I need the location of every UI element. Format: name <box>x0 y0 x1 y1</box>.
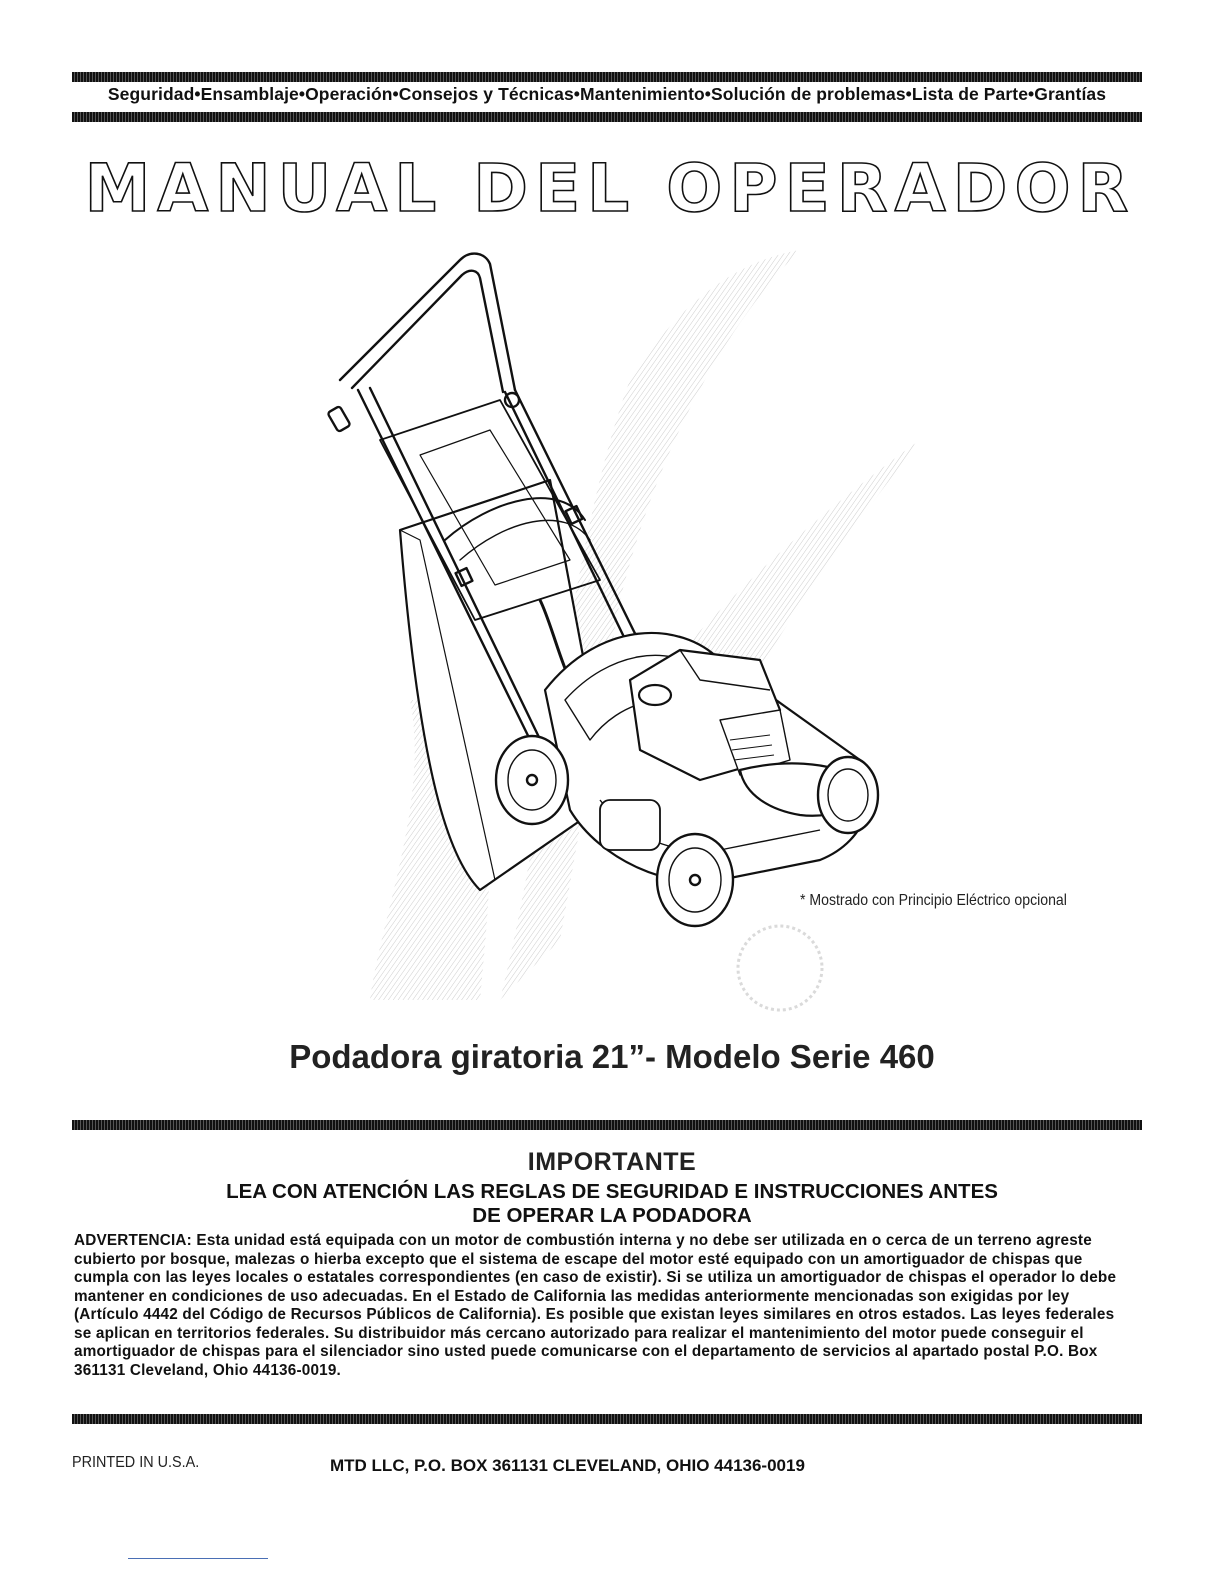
important-rule-upper <box>72 1120 1142 1130</box>
manual-title: MANUAL DEL OPERADOR <box>84 150 1136 227</box>
product-subtitle: Podadora giratoria 21”- Modelo Serie 460 <box>289 1038 935 1075</box>
read-instructions-line-1: LEA CON ATENCIÓN LAS REGLAS DE SEGURIDAD E INSTRUCCIONES ANTES <box>226 1180 998 1203</box>
section-navigation-line: Seguridad•Ensamblaje•Operación•Consejos y Técnicas•Mantenimiento•Solución de problemas•Lista de Parte•Grantías <box>107 84 1107 104</box>
company-address: MTD LLC, P.O. BOX 361131 CLEVELAND, OHIO 44136-0019 <box>330 1456 805 1475</box>
illustration-caption: * Mostrado con Principio Eléctrico opcional <box>800 892 1067 909</box>
top-rule-lower <box>72 112 1142 122</box>
read-instructions-heading <box>0 1180 1224 1228</box>
important-heading: IMPORTANTE <box>527 1148 697 1176</box>
top-rule-upper <box>72 72 1142 82</box>
important-rule-lower <box>72 1414 1142 1424</box>
printed-in-label: PRINTED IN U.S.A. <box>72 1454 200 1471</box>
read-instructions-line-2: DE OPERAR LA PODADORA <box>472 1204 752 1227</box>
warning-paragraph: ADVERTENCIA: Esta unidad está equipada con un motor de combustión interna y no debe ser utilizada en o cerca de un terreno agreste cubierto por bosque, malezas o hierba excepto que el sistema de escape del motor esté equipado con un amortiguador de chispas que cumpla con las leyes locales o estatales correspondientes (en caso de existir). Si se utiliza un amortiguador de chispas el operador lo debe mantener en condiciones de uso adecuadas. En el Estado de California las medidas anteriormente mencionadas son exigidas por ley (Artículo 4442 del Código de Recursos Públicos de California). Es posible que existan leyes similares en otros estados. Las leyes federales se aplican en territorios federales. Su distribuidor más cercano autorizado para realizar el mantenimiento del motor puede conseguir el amortiguador de chispas para el silenciador sino usted puede comunicarse con el departamento de servicios al apartado postal P.O. Box 361131 Cleveland, Ohio 44136-0019. <box>74 1232 1117 1379</box>
footer-divider <box>128 1558 268 1559</box>
